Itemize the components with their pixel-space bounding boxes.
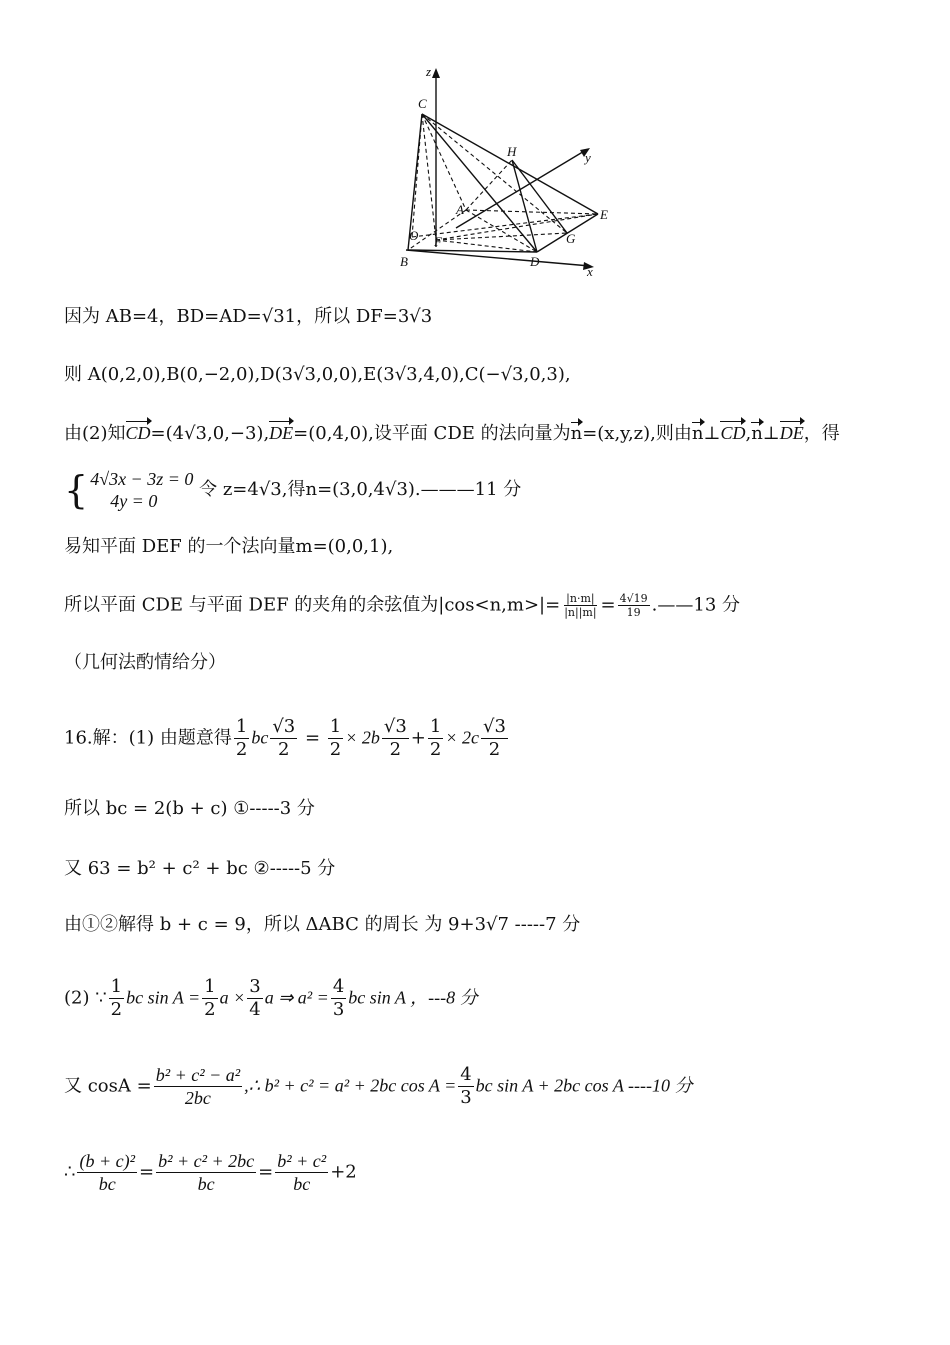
line-note: （几何法酌情给分） xyxy=(64,652,226,673)
left-brace: { xyxy=(64,468,89,512)
line-normal-m: 易知平面 DEF 的一个法向量m=(0,0,1), xyxy=(64,536,394,557)
label-B: B xyxy=(400,254,408,269)
label-O: O xyxy=(409,228,419,243)
label-z: z xyxy=(426,64,432,79)
dash-CA xyxy=(422,114,466,210)
label-A: A xyxy=(456,202,464,217)
dash-FG xyxy=(436,233,567,240)
label-x: x xyxy=(587,264,593,279)
fraction-result: $\frac{4√19}{19}$ xyxy=(619,592,648,619)
line-63: 又 63 = b² + c² + bc ②-----5 分 xyxy=(64,858,336,879)
line-q16-part1: 16.解：(1) 由题意得 $\frac{1}{2}$ bc $\frac{√3}{2}$ = $\frac{1}{2}$ × 2b $\frac{√3}{2}$ + $\frac{1}{2}$ × 2c $\frac{√3}{2}$ xyxy=(64,716,506,760)
vector-cd-2: CD xyxy=(720,420,745,446)
line-ab-bd: 因为 AB=4，BD=AD=√31，所以 DF=3√3 xyxy=(64,306,433,327)
vector-n: n xyxy=(571,421,583,447)
y-axis xyxy=(456,150,586,228)
edge-CE xyxy=(422,114,598,214)
label-E: E xyxy=(600,207,608,222)
line-coordinates: 则 A(0,2,0),B(0,−2,0),D(3√3,0,0),E(3√3,4,0),C(−√3,0,3), xyxy=(64,364,571,385)
line-perimeter: 由①②解得 b + c = 9，所以 ΔABC 的周长 为 9+3√7 -----7 分 xyxy=(64,914,581,935)
vector-de: DE xyxy=(269,420,293,446)
dash-CG xyxy=(422,114,567,233)
z-arrow xyxy=(432,68,440,78)
equation-system: 4√3x − 3z = 0 4y = 0 xyxy=(90,469,194,511)
line-part2: (2) ∵ $\frac{1}{2}$ bc sin A = $\frac{1}{2}$ a × $\frac{3}{4}$ a ⇒ a² = $\frac{4}{3}$ bc sin A ，---8 分 xyxy=(64,976,478,1020)
label-H: H xyxy=(507,144,517,159)
x-axis xyxy=(406,250,590,266)
edge-HD xyxy=(512,160,537,252)
line-cosine: 所以平面 CDE 与平面 DEF 的夹角的余弦值为|cos<n,m>|= $\frac{|n\cdot m|}{|n||m|}$ = $\frac{4√19}{19}$ .——13 分 xyxy=(64,592,741,619)
label-F: F xyxy=(434,234,442,249)
line-final: ∴ $\frac{\text{(b + c)²}}{bc}$ = $\frac{\text{b² + c² + 2bc}}{bc}$ = $\frac{\text{b² + c²}}{bc}$ +2 xyxy=(64,1151,357,1194)
label-G: G xyxy=(566,231,576,246)
dash-CF xyxy=(422,114,436,240)
edge-HG xyxy=(512,160,567,233)
dash-AH xyxy=(466,160,512,210)
line-vectors: 由(2)知CD=(4√3,0,−3),DE=(0,4,0),设平面 CDE 的法向量为n=(x,y,z),则由n⊥CD,n⊥DE，得 xyxy=(64,420,840,447)
vector-de-2: DE xyxy=(780,420,804,446)
label-y: y xyxy=(585,150,591,165)
line-cos-a: 又 cosA = $\frac{\text{b² + c² − a²}}{2bc}$ ,∴ b² + c² = a² + 2bc cos A = $\frac{4}{3}$ bc sin A + 2bc cos A ----10 分 xyxy=(64,1064,693,1108)
geometry-figure xyxy=(392,62,632,282)
fraction-cos: $\frac{|n\cdot m|}{|n||m|}$ xyxy=(564,592,597,619)
line-bc-relation: 所以 bc = 2(b + c) ①-----3 分 xyxy=(64,798,315,819)
line-system: { 4√3x − 3z = 0 4y = 0 令 z=4√3,得n=(3,0,4√3).———11 分 xyxy=(64,468,522,512)
edge-CD xyxy=(422,114,537,252)
vector-cd: CD xyxy=(126,420,151,446)
label-C: C xyxy=(418,96,427,111)
vector-n-2: n xyxy=(692,421,704,447)
label-D: D xyxy=(530,254,540,269)
vector-n-3: n xyxy=(751,421,763,447)
